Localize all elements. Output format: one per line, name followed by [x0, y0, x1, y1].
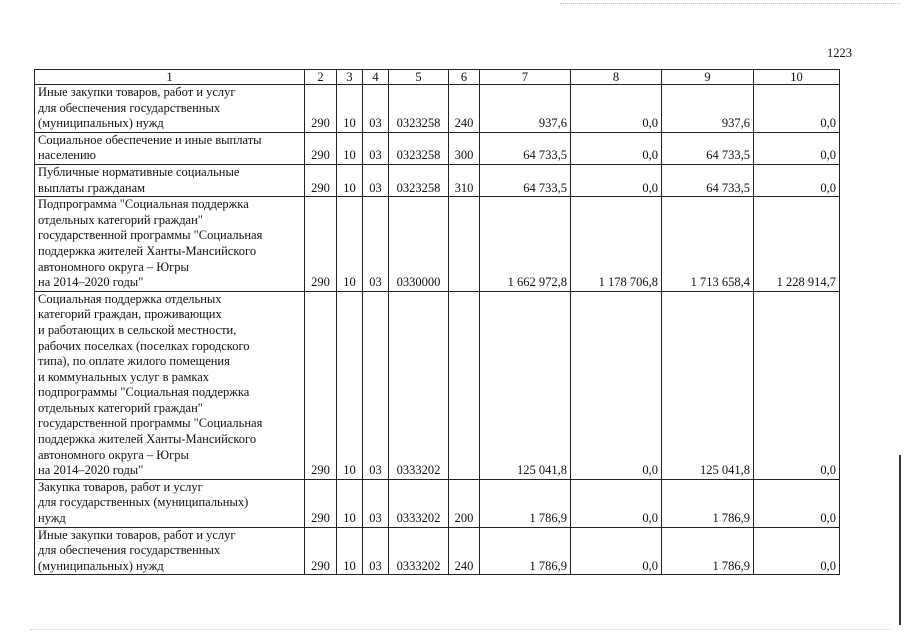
cell-section: 10	[337, 527, 363, 575]
row-name: Социальное обеспечение и иные выплаты населению	[35, 132, 305, 164]
cell-amount: 937,6	[480, 85, 571, 133]
cell-code: 290	[305, 197, 337, 292]
cell-subsection: 03	[363, 85, 389, 133]
scan-artifact-top	[560, 3, 900, 5]
row-name: Иные закупки товаров, работ и услуг для обеспечения государственных (муниципальных) нужд	[35, 85, 305, 133]
cell-type: 240	[449, 527, 480, 575]
cell-subsection: 03	[363, 132, 389, 164]
scan-edge-line	[899, 455, 901, 625]
cell-amount: 64 733,5	[480, 132, 571, 164]
cell-subsection: 03	[363, 479, 389, 527]
cell-type	[449, 197, 480, 292]
cell-subsection: 03	[363, 164, 389, 196]
cell-code: 290	[305, 164, 337, 196]
cell-amount: 125 041,8	[480, 291, 571, 479]
column-header: 4	[363, 70, 389, 85]
cell-section: 10	[337, 85, 363, 133]
cell-amount: 0,0	[571, 291, 662, 479]
table-row	[35, 479, 840, 527]
cell-target: 0330000	[389, 197, 449, 292]
table-row	[35, 197, 840, 292]
cell-amount: 125 041,8	[662, 291, 754, 479]
column-header: 9	[662, 70, 754, 85]
row-name: Иные закупки товаров, работ и услуг для обеспечения государственных (муниципальных) нужд	[35, 527, 305, 575]
row-name: Подпрограмма "Социальная поддержка отдельных категорий граждан" государственной программы "Социальная поддержка жителей Ханты-Мансийского автономного округа – Югры на 2014–2020 годы"	[35, 197, 305, 292]
cell-code: 290	[305, 527, 337, 575]
table-row	[35, 291, 840, 479]
budget-table	[34, 69, 840, 575]
column-header: 2	[305, 70, 337, 85]
cell-type: 310	[449, 164, 480, 196]
column-header: 10	[754, 70, 840, 85]
cell-amount: 937,6	[662, 85, 754, 133]
cell-amount: 64 733,5	[480, 164, 571, 196]
cell-amount: 0,0	[754, 291, 840, 479]
cell-section: 10	[337, 291, 363, 479]
cell-amount: 0,0	[754, 85, 840, 133]
cell-target: 0323258	[389, 132, 449, 164]
cell-amount: 0,0	[754, 479, 840, 527]
cell-target: 0333202	[389, 527, 449, 575]
table-header-row	[35, 70, 840, 85]
cell-subsection: 03	[363, 291, 389, 479]
cell-amount: 0,0	[571, 132, 662, 164]
cell-code: 290	[305, 291, 337, 479]
column-header: 6	[449, 70, 480, 85]
cell-code: 290	[305, 85, 337, 133]
table-row	[35, 527, 840, 575]
cell-amount: 1 713 658,4	[662, 197, 754, 292]
cell-type: 240	[449, 85, 480, 133]
cell-amount: 64 733,5	[662, 132, 754, 164]
column-header: 1	[35, 70, 305, 85]
cell-amount: 0,0	[571, 85, 662, 133]
row-name: Закупка товаров, работ и услуг для государственных (муниципальных) нужд	[35, 479, 305, 527]
column-header: 5	[389, 70, 449, 85]
cell-amount: 64 733,5	[662, 164, 754, 196]
cell-amount: 1 786,9	[480, 527, 571, 575]
cell-amount: 0,0	[571, 527, 662, 575]
cell-amount: 1 178 706,8	[571, 197, 662, 292]
column-header: 8	[571, 70, 662, 85]
cell-target: 0333202	[389, 291, 449, 479]
cell-subsection: 03	[363, 197, 389, 292]
column-header: 7	[480, 70, 571, 85]
cell-target: 0323258	[389, 164, 449, 196]
cell-amount: 1 662 972,8	[480, 197, 571, 292]
cell-type	[449, 291, 480, 479]
row-name: Публичные нормативные социальные выплаты гражданам	[35, 164, 305, 196]
cell-amount: 0,0	[571, 164, 662, 196]
cell-amount: 1 228 914,7	[754, 197, 840, 292]
table-row	[35, 85, 840, 133]
cell-amount: 0,0	[754, 527, 840, 575]
cell-section: 10	[337, 197, 363, 292]
cell-section: 10	[337, 132, 363, 164]
cell-section: 10	[337, 164, 363, 196]
page-number: 1223	[827, 46, 852, 60]
table-row	[35, 132, 840, 164]
cell-amount: 0,0	[754, 164, 840, 196]
column-header: 3	[337, 70, 363, 85]
cell-amount: 1 786,9	[662, 527, 754, 575]
scan-artifact-bottom	[30, 629, 890, 631]
cell-target: 0333202	[389, 479, 449, 527]
cell-section: 10	[337, 479, 363, 527]
cell-amount: 1 786,9	[480, 479, 571, 527]
table-row	[35, 164, 840, 196]
cell-amount: 0,0	[571, 479, 662, 527]
cell-code: 290	[305, 479, 337, 527]
cell-code: 290	[305, 132, 337, 164]
row-name: Социальная поддержка отдельных категорий граждан, проживающих и работающих в сельской местности, рабочих поселках (поселках городского типа), по оплате жилого помещения и коммунальных услуг в рамках подпрограммы "Социальная поддержка отдельных категорий граждан" государственной программы "Социальная поддержка жителей Ханты-Мансийского автономного округа – Югры на 2014–2020 годы"	[35, 291, 305, 479]
cell-subsection: 03	[363, 527, 389, 575]
cell-type: 200	[449, 479, 480, 527]
cell-target: 0323258	[389, 85, 449, 133]
cell-type: 300	[449, 132, 480, 164]
cell-amount: 1 786,9	[662, 479, 754, 527]
cell-amount: 0,0	[754, 132, 840, 164]
